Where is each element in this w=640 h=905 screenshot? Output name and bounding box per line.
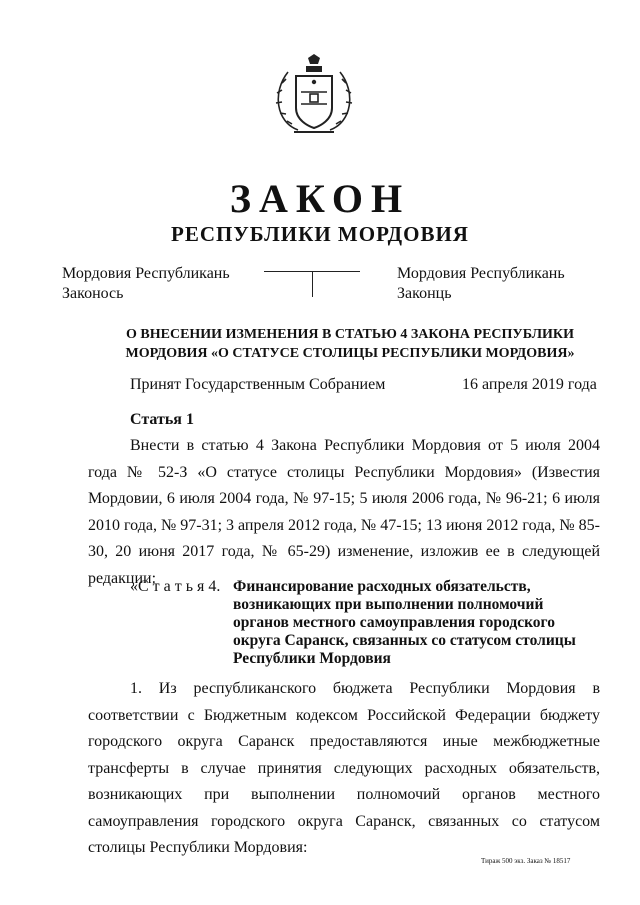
adoption-date: 16 апреля 2019 года (462, 376, 597, 393)
header-divider-vertical (312, 271, 313, 297)
document-title: ЗАКОН (229, 176, 411, 221)
erzya-heading (397, 264, 565, 304)
moksha-heading (62, 264, 230, 304)
article-1-paragraph: Внести в статью 4 Закона Республики Мордовия от 5 июля 2004 года № 52-З «О статусе столицы Республики Мордовия» (Известия Мордовии, 6 июля 2004 года, № 97-15; 5 июля 2006 года, № 96-21; 6 июля 2010 года, № 97-31; 3 апреля 2012 года, № 47-15; 13 июня 2012 года, № 85-30, 20 июня 2017 года, № 65-29) изменение, изложив ее в следующей редакции: (88, 437, 600, 587)
moksha-heading-line-1: Мордовия Республикань (62, 265, 230, 282)
mordovia-coat-of-arms-icon (268, 52, 360, 138)
print-run-info: Тираж 500 экз. Заказ № 18517 (481, 857, 571, 865)
quoted-article-paragraph: 1. Из республиканского бюджета Республики Мордовия в соответствии с Бюджетным кодексом Российской Федерации бюджету городского округа Саранск предоставляются иные межбюджетные трансферты в случае принятия следующих расходных обязательств, возникающих при выполнении полномочий органов местного самоуправления городского округа Саранск, связанных со статусом столицы Республики Мордовия: (88, 680, 600, 856)
erzya-heading-line-1: Мордовия Республикань (397, 265, 565, 282)
quoted-article-title: Финансирование расходных обязательств, возникающих при выполнении полномочий органов местного самоуправления городского округа Саранск, связанных со статусом столицы Республики Мордовия (233, 578, 576, 667)
document-subtitle: РЕСПУБЛИКИ МОРДОВИЯ (171, 222, 469, 246)
quoted-article-label: «С т а т ь я 4. (130, 578, 221, 595)
erzya-heading-line-2: Законць (397, 285, 452, 302)
moksha-heading-line-2: Законось (62, 285, 124, 302)
article-1-heading: Статья 1 (130, 411, 194, 428)
adoption-text: Принят Государственным Собранием (130, 376, 386, 393)
law-name-line-2: МОРДОВИЯ «О СТАТУСЕ СТОЛИЦЫ РЕСПУБЛИКИ МОРДОВИЯ» (125, 346, 575, 361)
law-name (100, 325, 600, 363)
law-name-line-1: О ВНЕСЕНИИ ИЗМЕНЕНИЯ В СТАТЬЮ 4 ЗАКОНА РЕСПУБЛИКИ (126, 327, 574, 342)
